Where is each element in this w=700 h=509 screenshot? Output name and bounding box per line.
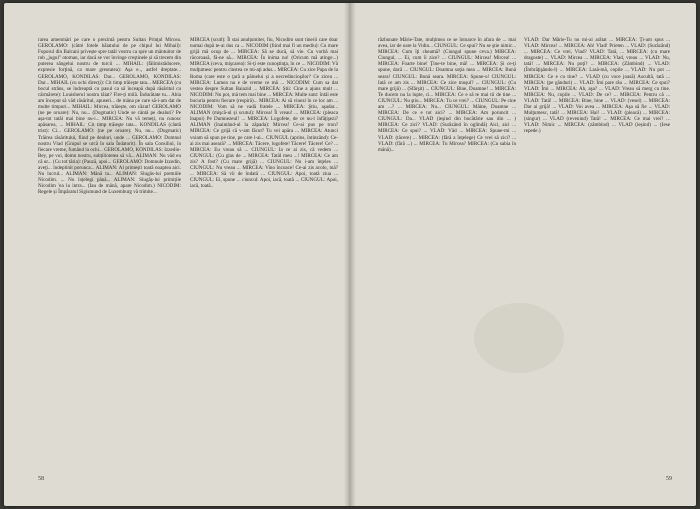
right-column-2-text: VLAD: Dar Mărie-Tu nu mi-ai arătat ... MIRCEA: Ţi-am spus ... VLAD: Mircea! ... MIRCEA: Ah! Vlad! Prieten ... VLAD: (Surâzând) ... MIRCEA: Ce vrei, Vlad? VLAD: Tată, ... MIRCEA: (cu mare dragoste) ... VLAD: Mircea ... MIRCEA: Vlad, vreau ... VLAD: Nu, tată! ... MIRCEA: Nu poţi? ... MIRCEA: (Zâmbind) ... VLAD: (Îmbrăţişându-l) ... MIRCEA: Lasă-mă, copile ... VLAD: Nu pot ... MIRCEA: Ce e cu tine? ... VLAD (cu voce joasă) Ascultă, tată ... MIRCEA: (pe gânduri) ... VLAD: Îmi pare rău ... MIRCEA: Ce spui? VLAD: Îmi ... MIRCEA: Ah, aşa? ... VLAD: Vreau să merg cu tine. MIRCEA: Nu, copile ... VLAD: De ce? ... MIRCEA: Pentru că ... VLAD: Tată! ... MIRCEA: Bine, bine ... VLAD: (vesel) ... MIRCEA: Dar ai grijă! ... VLAD: Voi avea ... MIRCEA: Aşa să fie ... VLAD: Mulţumesc, tată! ... MIRCEA: Hai! ... VLAD: (pleacă) ... MIRCEA: (singur) ... VLAD (revenind) Tată! ... MIRCEA: Ce mai vrei? ... VLAD: Nimic ... MIRCEA: (zâmbind) ... VLAD (ieșind) ... (Iese repede.) <box>524 37 672 135</box>
left-page-column-2 <box>190 37 338 477</box>
right-page-column-1 <box>378 37 516 477</box>
book-spread <box>4 3 696 506</box>
right-page <box>378 37 670 477</box>
right-page-number: 59 <box>666 476 672 482</box>
left-column-1-text: rarea amenmäri pe care o prezintä pentru Sultan Prinţul Mircea. GEROLAMO: (cătré fotele băiatului de pe chipul lui Mihail): Foporul din Balcani privește spre tatăl vostru ca spre un mântuitor de rob „jugul" otoman, iar dacă se vor învinge creştinele și să trecem din puterea sângelui nostru de turcii ... MIHAIL: (fălimistăducere, expresie forţină, ca mare greutatea): Aşa e.., astfel dreptate... GEROLAMO, KONDILAS: Dar... GEROLAMO, KONDILAS: Dar... MIHAIL (cu ochi direcţi): Cit timp trăieşte tata... MERCEA (cu bocul strâns, se îndreaptă cu pasul ca să înceapă după răsăritul cu cârmărete): Louisberul nostru tăiat? Fire-ți milă. Îndurătate tu... Abia am început să văd răsăritul, apuseri... de mâna pe care să-i-am dat de multe timpuri... MIHAIL: Mircea, trăiește, om căzut! GEROLAMO (ne pe oroare): Nu, nu... (Dogmatic) Unde se cântă pe dealuri? Pe așa-tot tatăl mai bine nu-i... MIRCEA: Nu vă temeți, nu cunosc apăsarea, ... MIHAIL: Cit timp trăieşte tata... KONDILAS (cântă trist): Ci... GEROLAMO: (ne pe oroare): Nu, nu... (Dogmatic) Trăirea răsăritului, fiind pe dealuri, unde ... GEROLAMO: Domnul nostru Vlad (Grupul se urcă în sala Îndatorit). În sala Consiliul, în fiecare vreme, fumând la ochi... GEROLAMO, KONDILAS: Izzedin-Bey, pe voi, domn nostru, subțiliotetea să vă... ALIMAN: Nu văd eu că ur... (Cu tot tăria): (Pauză, apoi... GEROLAMO: Domnule Izzedin, aveţi... îndeplinit porunca... ALIMAN: Al primeşti toată noaptea aici. Nu lucrul... ALIMAN: Mână ta... ALIMAN: Slugăs-lui premiile Nicodim. ... Nu înțelegi până... ALIMAN: Slugăș-lui primițile Nicodim 'ea la intra... (Iau de mână, apare Nicodim.) NICODIM: Regele și Împăratul Sigismund de Luxemburg vă trimite... <box>38 37 183 196</box>
left-page <box>38 37 338 477</box>
left-column-2-text: MIRCEA (scutl): Îl stai anulțumiter, fiu, Nicodim sunt tinerii care doar numai după te-ai dus ca ... NICODIM (fiind mai fi un mediu): Cu mare grijă mă ocup de ... MIRCEA: Să se ducă, să vie. Cu vorbă mai răcoroasă, fă-ne să... MIRCEA: În inima nu! (Oricum mă atinge...) MIRCEA (ceva, mişcarea): Si-ţi este cunoştinţa, în ce ... NICODIM: Vă mulţumesc pentru cinstea ce mi-aţi adus... MIRCEA: Cu zice Papa de la Roma (care este o ţară a pâinelui și a necredincioşilor? Ce zicea ... MIRCEA: Lumea nu e de vreme ce mă ... NICODIM: Cum sa dat vestea despre Sultan Baiazid ... MIRCEA: Știi: Cine a ajuns mult ... NICODIM: Nu pot, mă tem mai bine ... MIRCEA: Multe sunt: întâi este bucuria pentru fiecare (respiră)... MIRCEA: Ai să vinezi în ce loc am ... NICODIM: Vom să ne vadă fratele ... MIRCEA: Ştiu, aşadar... ALIMAN (mişcă-ul și scutul): Mircea! Îl vreau! ... MIRCEA: (pleaca înapoi) Pe Dumnezeul! ... MIRCEA: Logofete, de ce nu-l înfăţişezi? ALIMAN (înaintând-ul la zăpada): Mircea! Ce-ai pus pe tron? MIRCEA: Ce grijă că v-am făcut? Tu vei apăra ... MIRCEA: Atunci voiam să spun pe tine, pe care l-ai... CIUNGUL (aprins, întinzând): Ce-ai zis mai aseară? ... MIRCEA: Tăcere, logofete! Tăcere! Tăcere! Ce? ... MIRCEA: Eu vreau să ... CIUNGUL: Ia ce ai zis, că vedem ... CIUNGUL: (Cu glas de ... MIRCEA: Tatăl meu ...! MIRCEA: Ce am zis? A fost? (Cu mare grijă) ... CIUNGUL: Nu i-am înţeles ... CIUNGUL: Nu vreau ... MIRCEA: Vino încoace! Ce-ai zis acolo, mă? ... MIRCEA: Să vii de îndată ... CIUNGUL: Apoi, toată ziua ... CIUNGUL: Ei, spune ... ciuncul: Apoi, iacă, toată ... CIUNGUL: Apoi, iacă, toată.. <box>190 37 340 190</box>
left-page-number: 58 <box>38 476 44 482</box>
right-column-1-text: răzbunate Mărie-Tate, mulțimea ce se întoarce în afara de ... mai avea, iar de oare la Vidin... CIUNGUL: Ce spui? Nu se ştie nimic... MIRCEA: Cum îţi cheamă? (Ciungul spune ceva.) MIRCEA: Ciungul, ... Ei, cum îi zice? ... CIUNGUL: Mircea! Mircea! ... MIRCEA: Foarte bine! Ţine-te bine, mă! ... MIRCEA: Și ce-ţi spune, dacă ... CIUNGUL: Doamna soţia mea ... MIRCEA: Bună seara! CIUNGUL: Bună seara. MIRCEA: Spune-o! CIUNGUL: Iată ce am zis ... MIRCEA: Ce zice moşul? ... CIUNGUL: (Cu mare grijă) ... (Sfârşit) ... CIUNGUL: Bine, Doamne! ... MIRCEA: Te ducem nu la lupte, ci... MIRCEA: Ce e să te mai tii de tine ... CIUNGUL: Nu ştiu... MIRCEA: Tu ce vrei? ... CIUNGUL: Pe cine am ...? ... MIRCEA: Nu... CIUNGUL: Mâine, Doamne ... MIRCEA: De ce e tot aici? ... MIRCEA: Am poruncit ... CIUNGUL: Da... VLAD (ieşind din bucătărie sau din ... ) MIRCEA: Ce zici? VLAD: (Surâzând în oglindă) Aici, aici ... MIRCEA: Ce spui? ... VLAD: Văd ... MIRCEA: Spune-mi ... VLAD: (tăcere) ... MIRCEA: (fără a înţelege) Ce vrei să zici? ... VLAD: (fără ...) ... MIRCEA: Tu Mircea? MIRCEA: (Cu sabia în mână)... <box>378 37 518 153</box>
right-page-column-2 <box>524 37 670 477</box>
left-page-column-1 <box>38 37 181 477</box>
book-gutter <box>344 3 356 506</box>
